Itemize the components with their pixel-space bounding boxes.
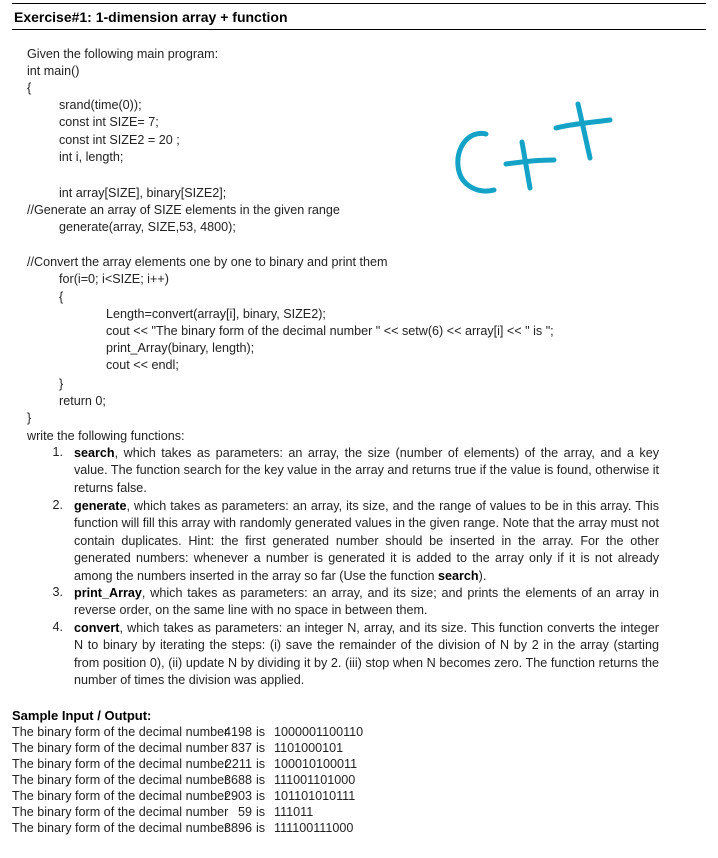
item-text: , which takes as parameters: an integer N, array, and its size. This function converts the integer N to binary by iterating the steps: (i) save the remainder of the division of N by 2 in the array (starting from position 0), (ii) update N by dividing it by 2. (iii) stop when N becomes zero. The function returns the number of times the division was applied. (74, 621, 659, 688)
sample-decimal: 59 (237, 805, 252, 819)
item-number: 3. (52, 585, 63, 599)
function-name: print_Array (74, 586, 142, 600)
title-bar (12, 3, 706, 30)
handwritten-cpp-logo (450, 96, 620, 206)
sample-prefix: The binary form of the decimal number (12, 725, 229, 739)
item-number: 2. (52, 498, 63, 512)
sample-binary: 111100111000 (274, 821, 354, 835)
write-intro: write the following functions: (27, 429, 185, 443)
sample-is: is (256, 741, 266, 755)
sample-prefix: The binary form of the decimal number (12, 789, 229, 803)
code-line: for(i=0; i<SIZE; i++) (59, 272, 169, 286)
code-line: const int SIZE= 7; (59, 115, 159, 129)
code-comment: //Generate an array of SIZE elements in the given range (27, 203, 340, 217)
sample-prefix: The binary form of the decimal number (12, 757, 229, 771)
sample-decimal: 3896 (223, 821, 252, 835)
item-text: ). (478, 568, 487, 583)
sample-prefix: The binary form of the decimal number (12, 805, 229, 819)
sample-is: is (256, 805, 266, 819)
intro-text: Given the following main program: (27, 47, 219, 61)
item-text: , which takes as parameters: an array, the size (number of elements) of the array, and a key value. The function search for the key value in the array and returns true if the value is found, otherwise it returns false. (74, 446, 660, 495)
sample-binary: 101101010111 (274, 789, 356, 803)
code-line: int array[SIZE], binary[SIZE2]; (59, 186, 227, 200)
item-convert (74, 620, 659, 690)
code-line: { (59, 290, 64, 304)
sample-prefix: The binary form of the decimal number (12, 821, 229, 835)
item-text: , which takes as parameters: an array, and its size; and prints the elements of an array in reverse order, on the same line with no space in between them. (74, 586, 659, 618)
sample-prefix: The binary form of the decimal number (12, 741, 229, 755)
code-line: const int SIZE2 = 20 ; (59, 133, 180, 147)
sample-decimal: 3688 (223, 773, 252, 787)
sample-is: is (256, 725, 266, 739)
sample-is: is (256, 773, 266, 787)
sample-binary: 1101000101 (274, 741, 344, 755)
code-line: Length=convert(array[i], binary, SIZE2); (106, 307, 326, 321)
sample-decimal: 2211 (224, 757, 252, 771)
sample-decimal: 837 (230, 741, 252, 755)
function-name: search (74, 446, 115, 460)
function-name: convert (74, 621, 120, 635)
code-line: } (27, 411, 32, 425)
code-line: } (59, 377, 64, 391)
code-line: generate(array, SIZE,53, 4800); (59, 220, 236, 234)
function-name: search (438, 568, 479, 583)
sample-decimal: 4198 (223, 725, 252, 739)
code-line: srand(time(0)); (59, 98, 142, 112)
sample-binary: 111001101000 (274, 773, 356, 787)
code-line: int i, length; (59, 150, 124, 164)
code-line: return 0; (59, 394, 106, 408)
code-line: cout << "The binary form of the decimal number " << setw(6) << array[i] << " is "; (106, 324, 554, 338)
code-line: print_Array(binary, length); (106, 341, 255, 355)
item-search (74, 445, 659, 497)
code-line: cout << endl; (106, 358, 179, 372)
code-comment: //Convert the array elements one by one to binary and print them (27, 255, 388, 269)
item-number: 4. (52, 620, 63, 634)
sample-is: is (256, 789, 266, 803)
item-text: , which takes as parameters: an array, its size, and the range of values to be in this array. This function will fill this array with randomly generated values in the given range. Note that the array must not contain duplicates. Hint: the first generated number should be inserted in the array. For the other generated numbers: whenever a number is generated it is added to the array only if it is not already among the numbers inserted in the array so far (Use the function (74, 499, 659, 583)
sample-is: is (256, 821, 266, 835)
sample-binary: 1000001100110 (274, 725, 364, 739)
sample-decimal: 2903 (223, 789, 252, 803)
function-name: generate (74, 499, 127, 513)
item-generate (74, 498, 659, 585)
item-number: 1. (52, 445, 63, 459)
sample-prefix: The binary form of the decimal number (12, 773, 229, 787)
code-line: int main() (27, 64, 80, 78)
sample-binary: 111011 (274, 805, 314, 819)
code-line: { (27, 81, 32, 95)
exercise-title: Exercise#1: 1-dimension array + function (14, 9, 288, 25)
sample-binary: 100010100011 (274, 757, 358, 771)
sample-title: Sample Input / Output: (12, 708, 152, 723)
sample-is: is (256, 757, 266, 771)
item-print-array (74, 585, 659, 620)
